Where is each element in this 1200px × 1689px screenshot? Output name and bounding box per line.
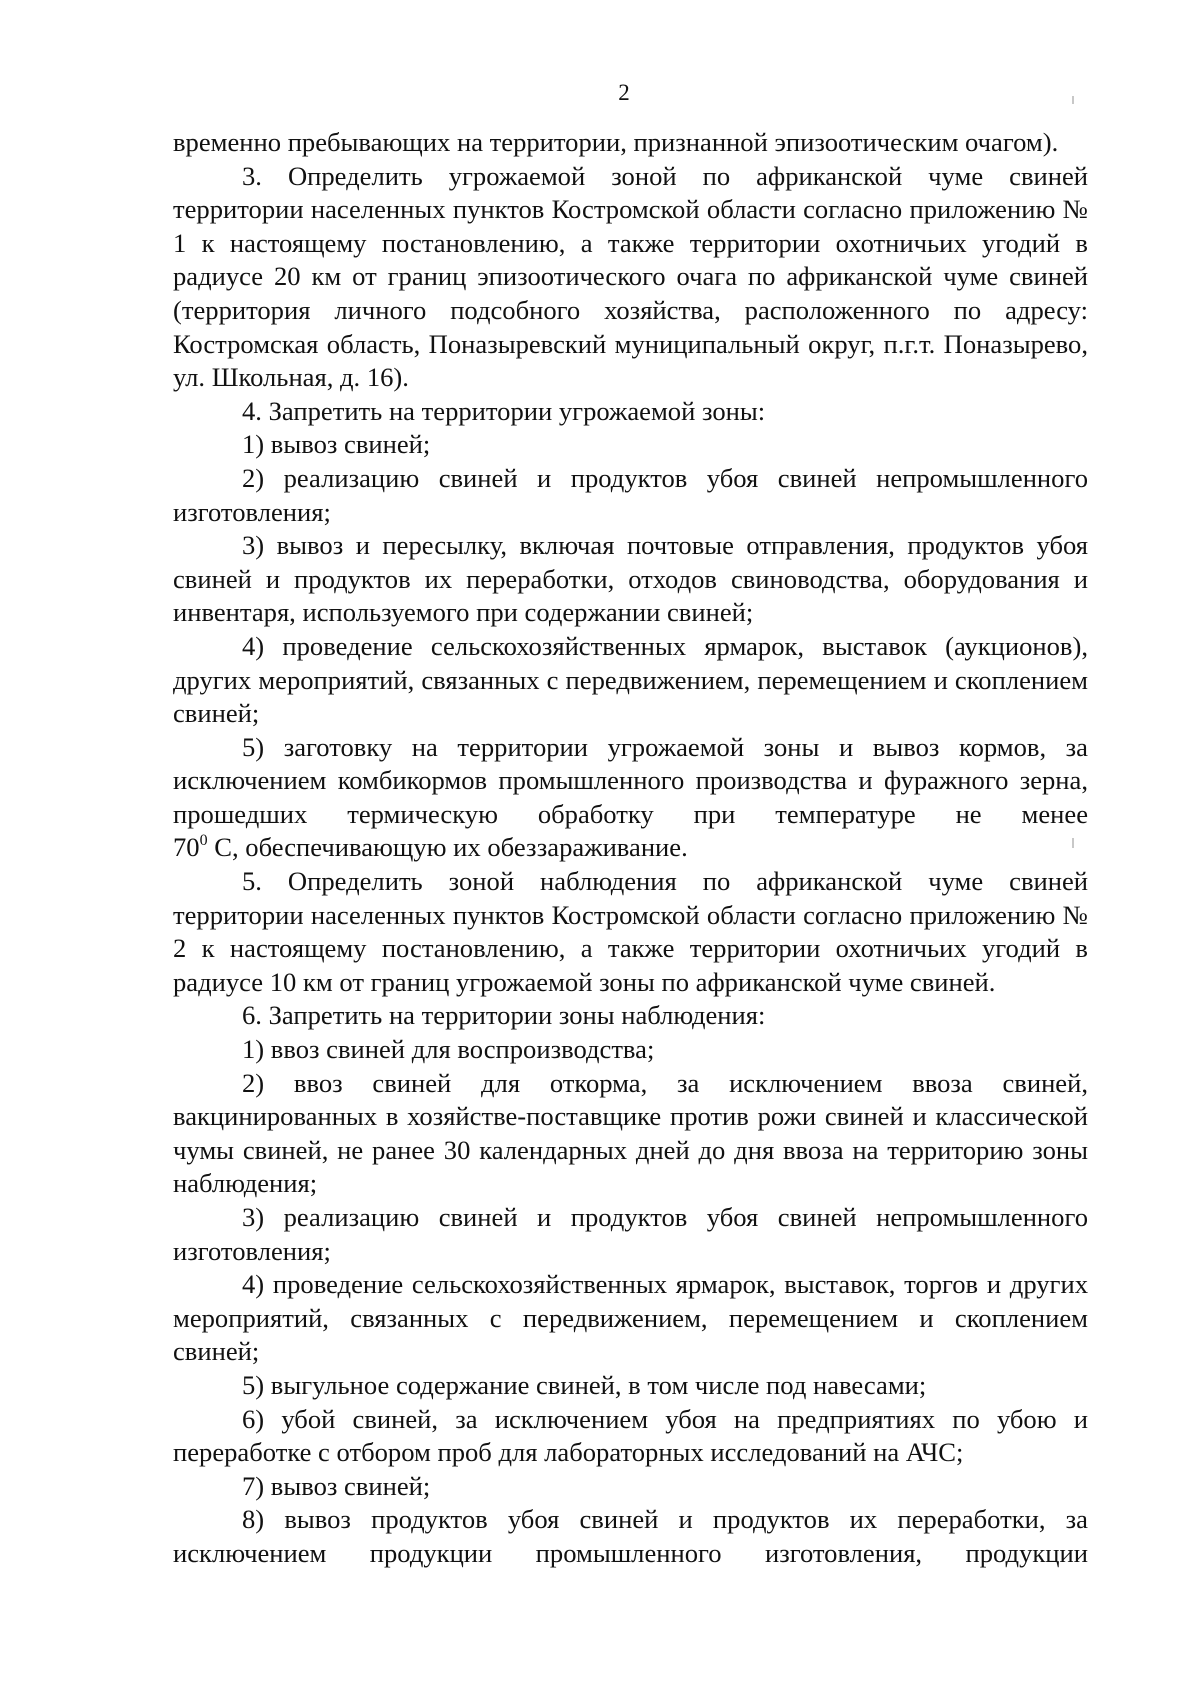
subitem-6-2: 2) ввоз свиней для откорма, за исключением ввоза свиней, вакцинированных в хозяйстве-поставщике против рожи свиней и классической чумы свиней, не ранее 30 календарных дней до дня ввоза на территорию зоны наблюдения;: [173, 1067, 1088, 1199]
degree-superscript: 0: [199, 832, 208, 850]
subitem-6-3: 3) реализацию свиней и продуктов убоя свиней непромышленного изготовления;: [173, 1202, 1088, 1266]
scan-speck: [1072, 96, 1074, 104]
document-body: [173, 126, 1088, 1571]
subitem-4-2: 2) реализацию свиней и продуктов убоя свиней непромышленного изготовления;: [173, 462, 1088, 527]
subitem-6-1: 1) ввоз свиней для воспроизводства;: [242, 1034, 655, 1065]
paragraph-continuation: временно пребывающих на территории, признанной эпизоотическим очагом).: [173, 127, 1059, 157]
subitem-4-5: 5) заготовку на территории угрожаемой зоны и вывоз кормов, за исключением комбикормов промышленного производства и фуражного зерна, прошедших термическую обработку при температуре не менее: [173, 731, 1088, 829]
subitem-6-8: 8) вывоз продуктов убоя свиней и продуктов их переработки, за исключением продукции промышленного изготовления, продукции: [173, 1504, 1088, 1568]
subitem-6-5: 5) выгульное содержание свиней, в том числе под навесами;: [242, 1369, 927, 1400]
page-number: 2: [618, 80, 630, 105]
subitem-4-1: 1) вывоз свиней;: [242, 429, 431, 460]
subitem-6-7: 7) вывоз свиней;: [242, 1470, 431, 1501]
subitem-4-5-continuation: [173, 831, 1088, 865]
temperature-text: С, обеспечивающую их обеззараживание.: [214, 832, 688, 863]
subitem-4-3: 3) вывоз и пересылку, включая почтовые отправления, продуктов убоя свиней и продуктов их переработки, отходов свиноводства, оборудования и инвентаря, используемого при содержании свиней;: [173, 530, 1088, 628]
temperature-value: 70: [173, 832, 200, 863]
subitem-6-6: 6) убой свиней, за исключением убоя на предприятиях по убою и переработке с отбором проб для лабораторных исследований на АЧС;: [173, 1403, 1088, 1468]
paragraph-item-4: 4. Запретить на территории угрожаемой зоны:: [242, 395, 766, 426]
paragraph-item-5: 5. Определить зоной наблюдения по африканской чуме свиней территории населенных пунктов Костромской области согласно приложению № 2 к настоящему постановлению, а также территории охотничьих угодий в радиусе 10 км от границ угрожаемой зоны по африканской чуме свиней.: [173, 866, 1088, 997]
subitem-6-4: 4) проведение сельскохозяйственных ярмарок, выставок, торгов и других мероприятий, связанных с передвижением, перемещением и скоплением свиней;: [173, 1269, 1088, 1367]
subitem-4-4: 4) проведение сельскохозяйственных ярмарок, выставок (аукционов), других мероприятий, связанных с передвижением, перемещением и скоплением свиней;: [173, 630, 1088, 729]
paragraph-item-3: 3. Определить угрожаемой зоной по африканской чуме свиней территории населенных пунктов Костромской области согласно приложению № 1 к настоящему постановлению, а также территории охотничьих угодий в радиусе 20 км от границ эпизоотического очага по африканской чуме свиней (территория личного подсобного хозяйства, расположенного по адресу: Костромская область, Поназыревский муниципальный округ, п.г.т. Поназырево, ул. Школьная, д. 16).: [173, 160, 1088, 393]
paragraph-item-6: 6. Запретить на территории зоны наблюдения:: [242, 1000, 766, 1031]
